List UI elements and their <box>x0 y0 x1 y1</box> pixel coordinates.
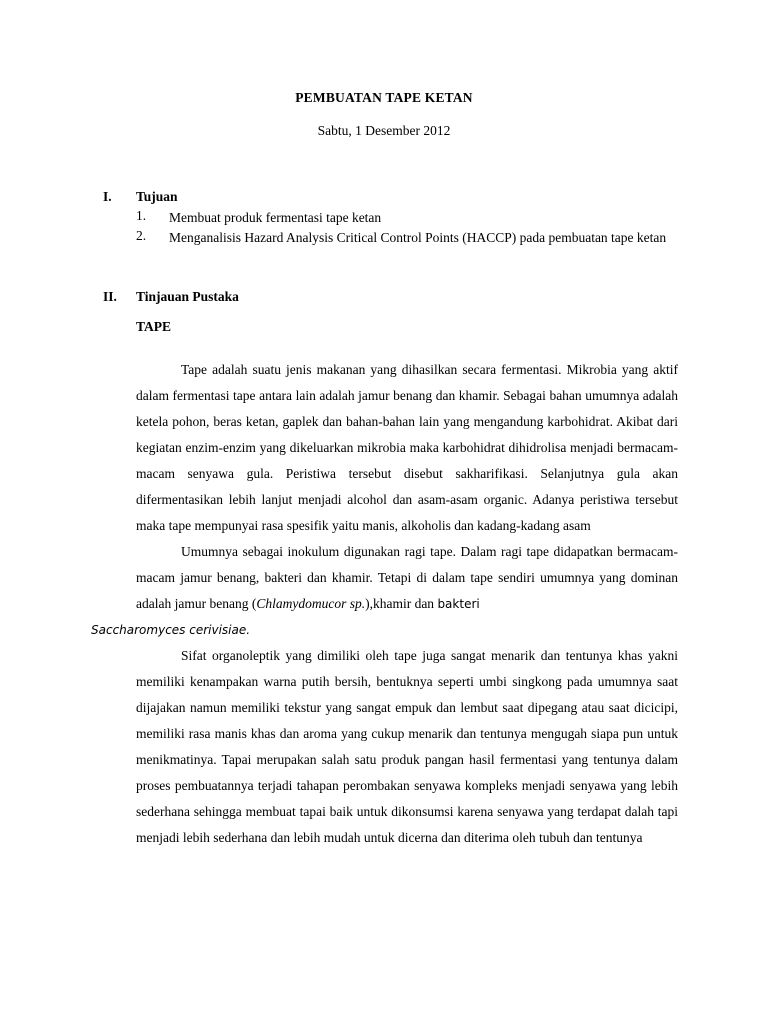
objective-1-text: Membuat produk fermentasi tape ketan <box>169 210 382 225</box>
section-1-number: I. <box>103 189 112 204</box>
document-date: Sabtu, 1 Desember 2012 <box>317 123 451 138</box>
objective-1-number: 1. <box>136 208 147 223</box>
paragraph-1: Tape adalah suatu jenis makanan yang dihasilkan secara fermentasi. Mikrobia yang aktif dalam fermentasi tape antara lain adalah jamur benang dan khamir. Sebagai bahan umumnya adalah ketela pohon, beras ketan, gaplek dan bahan-bahan lain yang mengandung karbohidrat. Akibat dari kegiatan enzim-enzim yang dikeluarkan mikrobia maka karbohidrat dihidrolisa menjadi bermacam-macam senyawa gula. Peristiwa tersebut disebut sakharifikasi. Selanjutnya gula akan difermentasikan lebih lanjut menjadi alcohol dan asam-asam organic. Adanya peristiwa tersebut maka tape mempunyai rasa spesifik yaitu manis, alkoholis dan kadang-kadang asam <box>136 362 678 533</box>
objective-2-text: Menganalisis Hazard Analysis Critical Control Points (HACCP) pada pembuatan tape ketan <box>169 230 667 245</box>
species-chlamydomucor: Chlamydomucor sp. <box>256 596 366 611</box>
species-saccharomyces: Saccharomyces cerivisiae <box>91 623 247 637</box>
paragraph-2-text-d: . <box>246 623 251 637</box>
paragraph-3: Sifat organoleptik yang dimiliki oleh tape juga sangat menarik dan tentunya khas yakni memiliki kenampakan warna putih bersih, bentuknya seperti umbi singkong pada umumnya saat dijajakan namun memiliki tekstur yang sangat empuk dan lembut saat dipegang atau saat dicicipi, memiliki rasa manis khas dan aroma yang cukup menarik dan tentunya mengugah siapa pun untuk menikmatinya. Tapai merupakan salah satu produk pangan hasil fermentasi yang tentunya dalam proses pembuatannya terjadi tahapan perombakan senyawa kompleks menjadi senyawa yang lebih sederhana sehingga membuat tapai baik untuk dikonsumsi karena senyawa yang terdapat dalah tapi menjadi lebih sederhana dan lebih mudah untuk dicerna dan diterima oleh tubuh dan tentunya <box>136 648 678 845</box>
document-title: PEMBUATAN TAPE KETAN <box>295 90 473 105</box>
paragraph-2 <box>91 539 678 643</box>
paragraph-2-text-c: bakteri <box>437 597 480 611</box>
body-text <box>91 357 678 851</box>
paragraph-2-text-a: Umumnya sebagai inokulum digunakan ragi tape. Dalam ragi tape didapatkan bermacam-macam jamur benang, bakteri dan khamir. Tetapi di dalam tape sendiri umumnya yang dominan adalah jamur benang ( <box>136 544 678 611</box>
section-1-heading: Tujuan <box>136 189 178 204</box>
subsection-heading-tape: TAPE <box>136 319 172 334</box>
paragraph-2-text-b: ),khamir dan <box>365 596 438 611</box>
objective-2-number: 2. <box>136 228 147 243</box>
section-2-number: II. <box>103 289 117 304</box>
section-2-heading: Tinjauan Pustaka <box>136 289 239 304</box>
